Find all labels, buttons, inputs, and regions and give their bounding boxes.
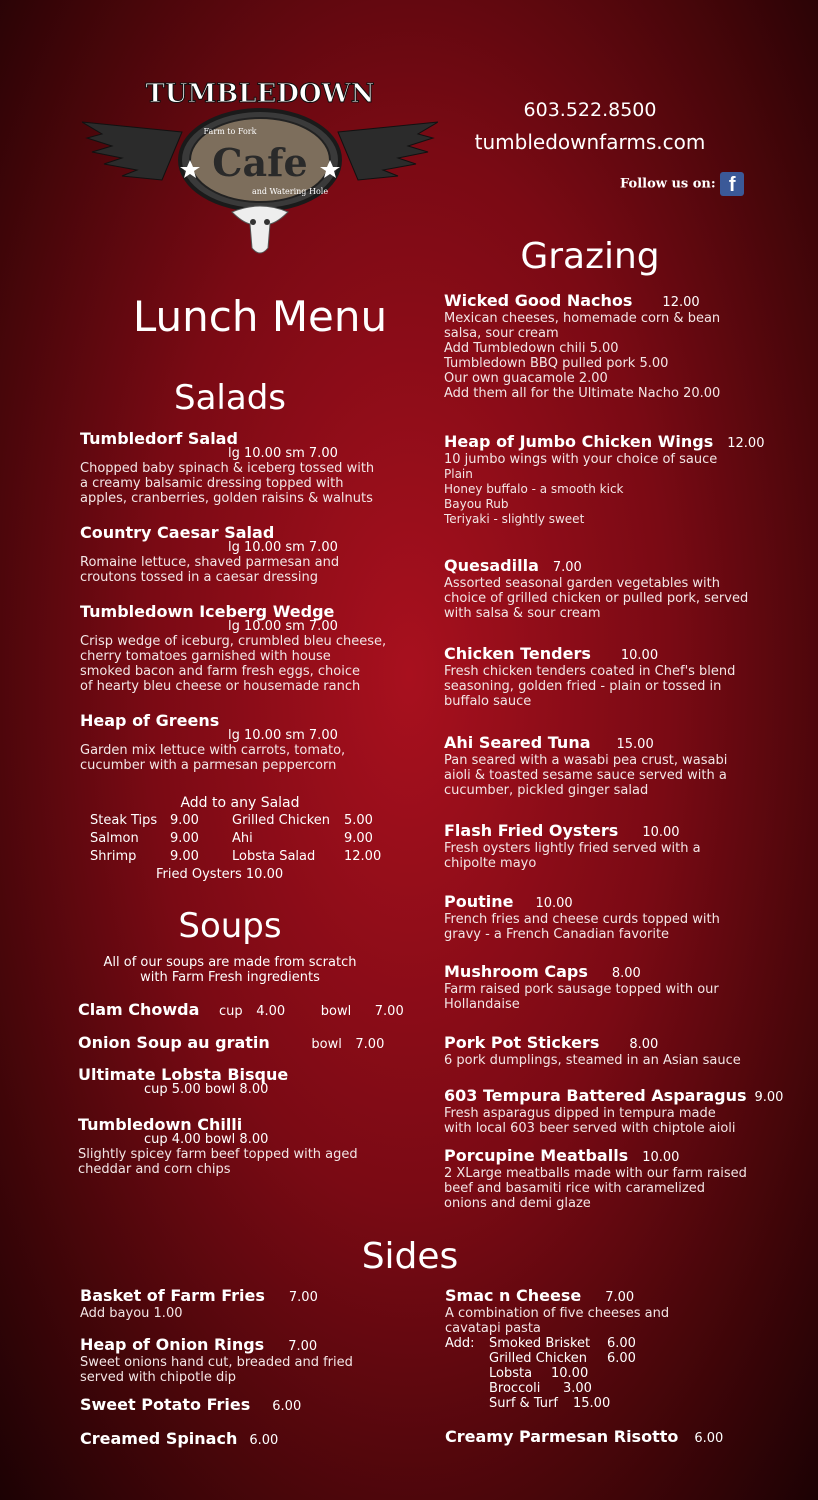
item-desc: aioli & toasted sesame sauce served with a	[444, 768, 727, 783]
grazing-item	[444, 963, 784, 1012]
item-price: 4.00	[256, 1004, 286, 1019]
addon-name: Lobsta Salad	[232, 849, 316, 864]
item-name: Mushroom Caps	[444, 962, 588, 981]
item-desc: French fries and cheese curds topped with	[444, 912, 720, 927]
item-price: 6.00	[249, 1433, 279, 1448]
item-desc: choice of grilled chicken or pulled pork, served	[444, 591, 749, 606]
addon-name: Grilled Chicken	[232, 813, 331, 828]
addon-price: 9.00	[170, 849, 199, 864]
item-name: Creamed Spinach	[80, 1429, 238, 1448]
grazing-item	[444, 292, 784, 401]
grazing-item	[444, 822, 784, 871]
size-label: bowl	[311, 1037, 342, 1052]
grazing-item	[444, 1034, 784, 1068]
soup-item	[78, 1001, 404, 1020]
item-desc: A combination of five cheeses and	[445, 1306, 670, 1321]
size-label: bowl	[320, 1004, 352, 1019]
item-price: 10.00	[642, 825, 680, 840]
item-price: 10.00	[535, 896, 573, 911]
website-link[interactable]: tumbledownfarms.com	[474, 130, 706, 154]
item-desc: smoked bacon and farm fresh eggs, choice	[80, 664, 360, 679]
item-price: 7.00	[355, 1037, 385, 1052]
addon-name: Smoked Brisket	[489, 1336, 591, 1351]
item-price: 12.00	[727, 436, 765, 451]
addon-name: Shrimp	[90, 849, 137, 864]
salad-item	[80, 712, 410, 773]
item-desc: served with chipotle dip	[80, 1370, 237, 1385]
item-price: 6.00	[272, 1399, 302, 1414]
logo-top-text: TUMBLEDOWN	[145, 79, 375, 109]
addon-last: Fried Oysters 10.00	[156, 867, 284, 882]
cow-skull-icon	[232, 206, 288, 253]
grazing-item	[444, 645, 784, 709]
lunch-menu-title: Lunch Menu	[132, 292, 388, 341]
soups-note	[80, 955, 380, 985]
phone-number: 603.522.8500	[523, 99, 657, 121]
item-name: Heap of Onion Rings	[80, 1335, 265, 1354]
item-name: Ahi Seared Tuna	[444, 733, 591, 752]
item-desc: cucumber, pickled ginger salad	[444, 783, 649, 798]
item-name: Smac n Cheese	[445, 1286, 582, 1305]
item-sizes: cup 4.00 bowl 8.00	[144, 1132, 269, 1147]
item-desc: Garden mix lettuce with carrots, tomato,	[80, 743, 346, 758]
item-price: 8.00	[629, 1037, 659, 1052]
side-item	[80, 1287, 410, 1321]
logo-bottom-text: and Watering Hole	[251, 187, 329, 196]
item-price: 6.00	[694, 1431, 724, 1446]
item-desc: cherry tomatoes garnished with house	[80, 649, 331, 664]
salad-item	[80, 524, 410, 585]
item-desc: Romaine lettuce, shaved parmesan and	[80, 555, 340, 570]
addon-name: Lobsta	[489, 1366, 533, 1381]
item-price: 7.00	[605, 1290, 635, 1305]
addon-price: 6.00	[607, 1336, 636, 1351]
addon-price: 15.00	[573, 1396, 611, 1411]
salad-item	[80, 430, 410, 506]
soups-title: Soups	[178, 906, 282, 946]
addon-row	[90, 830, 390, 848]
item-name: Quesadilla	[444, 556, 539, 575]
item-name: Flash Fried Oysters	[444, 821, 619, 840]
item-desc: Fresh chicken tenders coated in Chef's blend	[444, 664, 736, 679]
item-desc: salsa, sour cream	[444, 326, 559, 341]
item-desc: onions and demi glaze	[444, 1196, 591, 1211]
grazing-item	[444, 1147, 794, 1211]
grazing-item	[444, 734, 784, 798]
mac-addons	[445, 1336, 775, 1411]
item-price: 12.00	[662, 295, 700, 310]
addon-price: 9.00	[170, 813, 199, 828]
side-item	[80, 1336, 410, 1385]
item-price: 10.00	[620, 648, 659, 663]
item-name: 603 Tempura Battered Asparagus	[444, 1086, 747, 1105]
addon-name: Ahi	[232, 831, 253, 846]
item-name: Tumbledorf Salad	[80, 429, 238, 448]
soup-item	[78, 1066, 288, 1097]
item-sizes: lg 10.00 sm 7.00	[228, 446, 338, 461]
item-desc: 6 pork dumplings, steamed in an Asian sauce	[444, 1053, 741, 1068]
addon-price: 10.00	[551, 1366, 589, 1381]
item-desc: Hollandaise	[444, 997, 520, 1012]
item-desc: Slightly spicey farm beef topped with aged	[78, 1147, 358, 1162]
item-price: 7.00	[374, 1004, 404, 1019]
addon-price: 3.00	[563, 1381, 592, 1396]
item-price: 8.00	[611, 966, 641, 981]
addon-name: Surf & Turf	[489, 1396, 558, 1411]
item-name: Heap of Greens	[80, 711, 220, 730]
item-desc: Sweet onions hand cut, breaded and fried	[80, 1355, 353, 1370]
item-desc: beef and basamiti rice with caramelized	[444, 1181, 705, 1196]
side-item	[445, 1287, 775, 1411]
item-desc: with salsa & sour cream	[444, 606, 601, 621]
addon-name: Steak Tips	[90, 813, 158, 828]
addon-row	[90, 848, 390, 866]
item-desc: Honey buffalo - a smooth kick	[444, 482, 624, 496]
item-name: Country Caesar Salad	[80, 523, 275, 542]
item-desc: with local 603 beer served with chiptole aioli	[444, 1121, 736, 1136]
salad-item	[80, 603, 410, 694]
facebook-icon[interactable]: f	[720, 172, 744, 196]
item-price: 7.00	[288, 1339, 318, 1354]
salad-addons	[90, 794, 390, 884]
item-name: Onion Soup au gratin	[78, 1033, 270, 1052]
item-desc: Plain	[444, 467, 473, 481]
item-desc: cucumber with a parmesan peppercorn	[80, 758, 337, 773]
item-desc: Farm raised pork sausage topped with our	[444, 982, 719, 997]
item-price: 7.00	[288, 1290, 318, 1305]
addon-price: 5.00	[344, 813, 373, 828]
item-name: Tumbledown Iceberg Wedge	[80, 602, 335, 621]
item-name: Heap of Jumbo Chicken Wings	[444, 432, 714, 451]
size-label: cup	[219, 1004, 243, 1019]
item-desc: buffalo sauce	[444, 694, 532, 709]
item-desc: seasoning, golden fried - plain or tossed in	[444, 679, 722, 694]
item-sizes: lg 10.00 sm 7.00	[228, 540, 338, 555]
item-desc: cheddar and corn chips	[78, 1162, 231, 1177]
item-name: Wicked Good Nachos	[444, 291, 633, 310]
salads-title: Salads	[174, 378, 286, 418]
item-name: Tumbledown Chilli	[78, 1115, 243, 1134]
grazing-item	[444, 1087, 794, 1136]
follow-us-label: Follow us on:	[620, 176, 716, 192]
side-item	[80, 1396, 301, 1415]
grazing-item	[444, 433, 784, 527]
soups-note-line: All of our soups are made from scratch	[103, 955, 357, 970]
item-name: Poutine	[444, 892, 514, 911]
item-sizes: lg 10.00 sm 7.00	[228, 728, 338, 743]
item-desc: Add bayou 1.00	[80, 1306, 183, 1321]
side-item	[445, 1428, 723, 1447]
addon-price: 9.00	[170, 831, 199, 846]
item-desc: Mexican cheeses, homemade corn & bean	[444, 311, 721, 326]
item-name: Sweet Potato Fries	[80, 1395, 251, 1414]
item-name: Chicken Tenders	[444, 644, 591, 663]
addon-price: 9.00	[344, 831, 373, 846]
item-desc: Fresh asparagus dipped in tempura made	[444, 1106, 716, 1121]
grazing-item	[444, 557, 784, 621]
addon-name: Broccoli	[489, 1381, 541, 1396]
item-price: 10.00	[642, 1150, 680, 1165]
logo-cafe-text: Cafe	[212, 140, 308, 185]
item-desc: Bayou Rub	[444, 497, 509, 511]
item-name: Creamy Parmesan Risotto	[445, 1427, 679, 1446]
item-desc: Fresh oysters lightly fried served with a	[444, 841, 701, 856]
addons-title: Add to any Salad	[180, 795, 300, 811]
item-desc: Chopped baby spinach & iceberg tossed with	[80, 461, 375, 476]
item-price: 9.00	[754, 1090, 784, 1105]
item-desc: apples, cranberries, golden raisins & walnuts	[80, 491, 373, 506]
grazing-title: Grazing	[520, 236, 660, 277]
item-desc: Pan seared with a wasabi pea crust, wasabi	[444, 753, 728, 768]
addon-price: 6.00	[607, 1351, 636, 1366]
soups-note-line: with Farm Fresh ingredients	[140, 970, 320, 985]
add-label: Add:	[445, 1336, 475, 1351]
item-desc: Our own guacamole 2.00	[444, 371, 608, 386]
item-sizes: lg 10.00 sm 7.00	[228, 619, 338, 634]
tumbledown-cafe-logo	[82, 72, 438, 272]
item-name: Pork Pot Stickers	[444, 1033, 600, 1052]
logo-farm-text: Farm to Fork	[203, 127, 257, 136]
item-desc: a creamy balsamic dressing topped with	[80, 476, 344, 491]
item-desc: cavatapi pasta	[445, 1321, 541, 1336]
item-name: Ultimate Lobsta Bisque	[78, 1065, 289, 1084]
item-desc: Tumbledown BBQ pulled pork 5.00	[444, 356, 669, 371]
soup-item	[78, 1034, 384, 1053]
item-desc: Add Tumbledown chili 5.00	[444, 341, 619, 356]
item-desc: 2 XLarge meatballs made with our farm raised	[444, 1166, 747, 1181]
item-desc: croutons tossed in a caesar dressing	[80, 570, 318, 585]
addon-name: Salmon	[90, 831, 139, 846]
item-desc: 10 jumbo wings with your choice of sauce	[444, 452, 718, 467]
soup-item	[78, 1116, 408, 1177]
item-name: Basket of Farm Fries	[80, 1286, 265, 1305]
item-desc: Crisp wedge of iceburg, crumbled bleu cheese,	[80, 634, 387, 649]
item-desc: Assorted seasonal garden vegetables with	[444, 576, 720, 591]
grazing-item	[444, 893, 784, 942]
item-desc: of hearty bleu cheese or housemade ranch	[80, 679, 361, 694]
item-desc: gravy - a French Canadian favorite	[444, 927, 670, 942]
item-name: Porcupine Meatballs	[444, 1146, 629, 1165]
item-price: 7.00	[552, 560, 582, 575]
addon-price: 12.00	[344, 849, 382, 864]
addon-name: Grilled Chicken	[489, 1351, 588, 1366]
side-item	[80, 1430, 278, 1449]
sides-title: Sides	[361, 1236, 459, 1277]
item-desc: chipolte mayo	[444, 856, 537, 871]
item-desc: Add them all for the Ultimate Nacho 20.00	[444, 386, 721, 401]
item-sizes: cup 5.00 bowl 8.00	[144, 1082, 269, 1097]
follow-us	[620, 172, 744, 196]
item-desc: Teriyaki - slightly sweet	[444, 512, 585, 526]
item-name: Clam Chowda	[78, 1000, 200, 1019]
item-price: 15.00	[616, 737, 654, 752]
addon-row	[90, 812, 390, 830]
